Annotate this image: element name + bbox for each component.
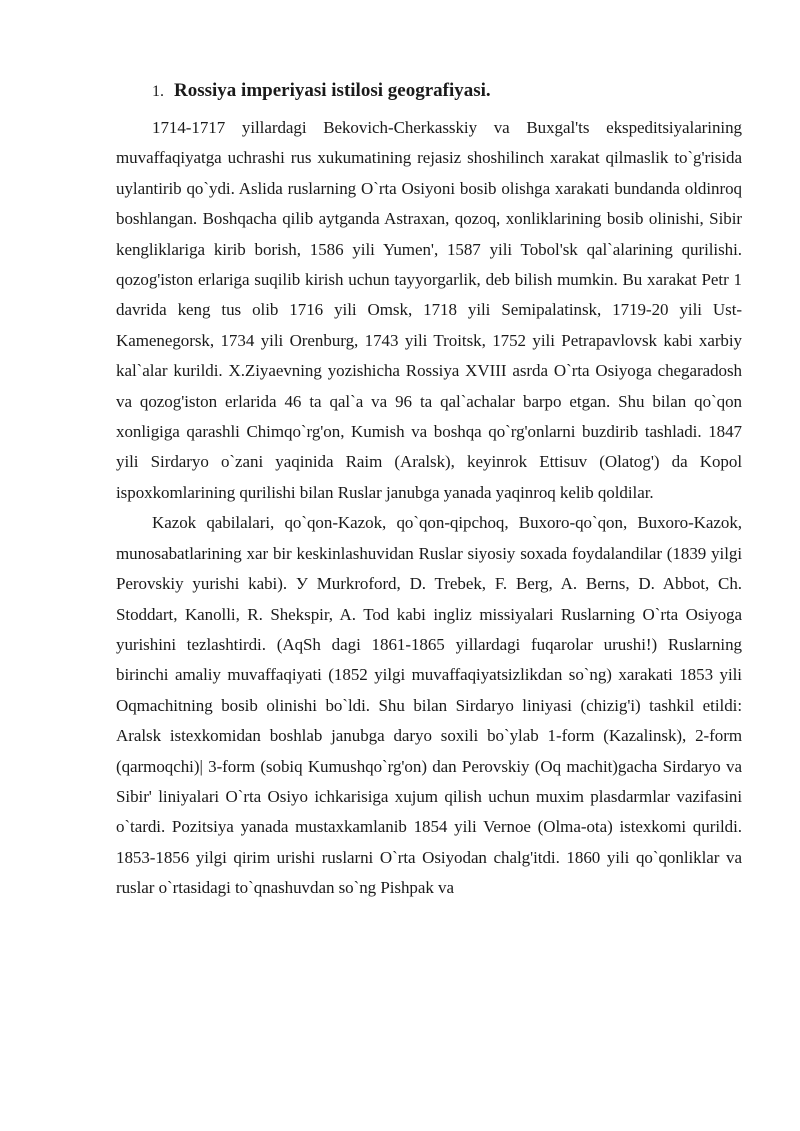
body-paragraph: Kazok qabilalari, qo`qon-Kazok, qo`qon-qipchoq, Buxoro-qo`qon, Buxoro-Kazok, munosabatlarining xar bir keskinlashuvidan Ruslar siyosiy soxada foydalandilar (1839 yilgi Perovskiy yurishi kabi). У Murkroford, D. Trebek, F. Berg, A. Berns, D. Abbot, Ch. Stoddart, Kanolli, R. Shekspir, A. Tod kabi ingliz missiyalari Ruslarning O`rta Osiyoga yurishini tezlashtirdi. (AqSh dagi 1861-1865 yillardagi fuqarolar urushi!) Ruslarning birinchi amaliy muvaffaqiyati (1852 yilgi muvaffaqiyatsizlikdan so`ng) xarakati 1853 yili Oqmachitning bosib olinishi bo`ldi. Shu bilan Sirdaryo liniyasi (chizig'i) tashkil etildi: Aralsk istexkomidan boshlab janubga daryo soxili bo`ylab 1-form (Kazalinsk), 2-form (qarmoqchi)| 3-form (sobiq Kumushqo`rg'on) dan Perovskiy (Oq machit)gacha Sirdaryo va Sibir' liniyalari O`rta Osiyo ichkarisiga xujum qilish uchun muxim plasdarmlar vazifasini o`tardi. Pozitsiya yanada mustaxkamlanib 1854 yili Vernoe (Olma-ota) istexkomi qurildi. 1853-1856 yilgi qirim urishi ruslarni O`rta Osiyodan chalg'itdi. 1860 yili qo`qonliklar va ruslar o`rtasidagi to`qnashuvdan so`ng Pishpak va bbox=[116, 513, 742, 898]
section-number: 1. bbox=[152, 83, 164, 100]
document-page bbox=[116, 76, 742, 904]
body-paragraph: 1714-1717 yillardagi Bekovich-Cherkasskiy va Buxgal'ts ekspeditsiyalarining muvaffaqiyatga uchrashi rus xukumatining rejasiz shoshilinch xarakat qilmaslik to`g'risida uylantirib qo`ydi. Aslida ruslarning O`rta Osiyoni bosib olishga xarakati bundanda oldinroq boshlangan. Boshqacha qilib aytganda Astraxan, qozoq, xonliklarining bosib olinishi, Sibir kengliklariga kirib borish, 1586 yili Yumen', 1587 yili Tobol'sk qal`alarining qurilishi. qozog'iston erlariga suqilib kirish uchun tayyorgarlik, deb bilish mumkin. Bu xarakat Petr 1 davrida keng tus olib 1716 yili Omsk, 1718 yili Semipalatinsk, 1719-20 yili Ust-Kamenegorsk, 1734 yili Orenburg, 1743 yili Troitsk, 1752 yili Petrapavlovsk kabi xarbiy kal`alar kurildi. X.Ziyaevning yozishicha Rossiya XVIII asrda O`rta Osiyoga chegaradosh va qozog'iston erlarida 46 ta qal`a va 96 ta qal`achalar barpo etgan. Shu bilan qo`qon xonligiga qarashli Chimqo`rg'on, Kumish va boshqa qo`rg'onlarni buzdirib tashladi. 1847 yili Sirdaryo o`zani yaqinida Raim (Aralsk), keyinrok Ettisuv (Olatog') da Kopol ispoxkomlarining qurilishi bilan Ruslar janubga yanada yaqinroq kelib qoldilar. bbox=[116, 118, 742, 502]
section-heading bbox=[116, 76, 742, 107]
section-title: Rossiya imperiyasi istilosi geografiyasi. bbox=[174, 80, 491, 101]
